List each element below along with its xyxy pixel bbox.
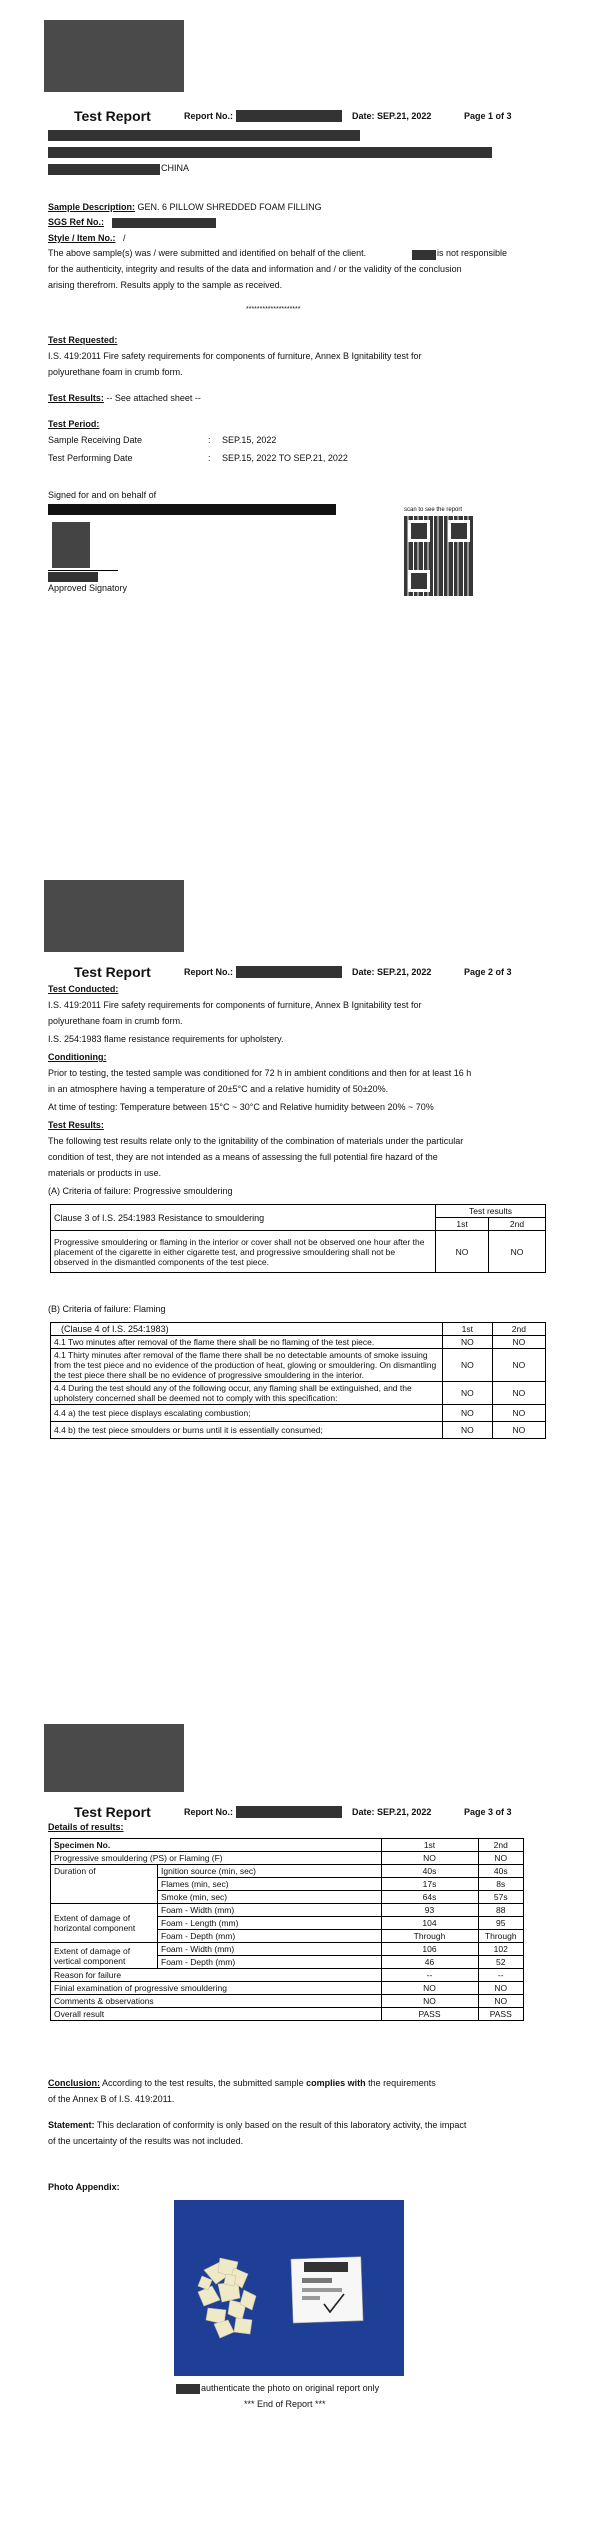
style-item-label: Style / Item No.: [48, 233, 116, 243]
qr-code-icon[interactable] [404, 516, 474, 596]
smouldering-criteria-text: Progressive smouldering or flaming in the interior or cover shall not be observed one hour after the placement of the cigarette in either cigarette test, and progressive smouldering shall not be observed in the dismantled components of the test piece. [51, 1231, 436, 1273]
style-item [48, 231, 126, 246]
lab-name-redacted [176, 2384, 200, 2394]
signature-redacted [52, 522, 90, 568]
client-name-redacted [48, 130, 360, 141]
vertical-label: Extent of damage of vertical component [51, 1943, 158, 1969]
end-of-report: *** End of Report *** [244, 2399, 326, 2409]
duration-label: Duration of [51, 1865, 158, 1904]
report-header [44, 108, 540, 124]
sgs-ref [48, 215, 104, 230]
smoke-1st: 64s [381, 1891, 478, 1904]
clause-3-header: Clause 3 of I.S. 254:1983 Resistance to smouldering [51, 1205, 436, 1231]
vert-width-1st: 106 [381, 1943, 478, 1956]
comments-label: Comments & observations [51, 1995, 382, 2008]
report-no-redacted [236, 966, 342, 978]
reason-1st: -- [381, 1969, 478, 1982]
test-results-label: Test Results: [48, 393, 104, 403]
criteria-b: (B) Criteria of failure: Flaming [48, 1304, 166, 1314]
flaming-row-text: 4.4 During the test should any of the following occur, any flaming shall be extinguished, and the upholstery concerned shall be deemed not to comply with this specification: [51, 1382, 443, 1405]
foam-length-2nd: 95 [478, 1917, 524, 1930]
overall-label: Overall result [51, 2008, 382, 2021]
test-requested-line-1: I.S. 419:2011 Fire safety requirements for components of furniture, Annex B Ignitability test for [48, 351, 422, 361]
ignition-1st: 40s [381, 1865, 478, 1878]
company-name-redacted [48, 504, 336, 515]
test-results-line-1: The following test results relate only to the ignitability of the combination of materials under the particular [48, 1136, 464, 1146]
vert-depth-label: Foam - Depth (mm) [158, 1956, 382, 1969]
page-number: Page 1 of 3 [464, 111, 512, 121]
table-flaming [50, 1322, 546, 1439]
foam-width-1st: 93 [381, 1904, 478, 1917]
flaming-row-text: 4.4 a) the test piece displays escalating combustion; [51, 1405, 443, 1422]
specimen-header: Specimen No. [51, 1839, 382, 1852]
conclusion-text-1: According to the test results, the submitted sample [102, 2078, 304, 2088]
result-1st: NO [443, 1336, 493, 1349]
result-2nd: NO [492, 1405, 545, 1422]
test-results-line-2: condition of test, they are not intended as a means of assessing the full potential fire hazard of the [48, 1152, 438, 1162]
table-details [50, 1838, 524, 2021]
signature-line [48, 570, 118, 571]
separator-stars: ******************** [246, 306, 301, 313]
test-conducted-line-2: polyurethane foam in crumb form. [48, 1016, 183, 1026]
conditioning-line-3: At time of testing: Temperature between 15°C ~ 30°C and Relative humidity between 20% ~ 70% [48, 1102, 434, 1112]
reason-label: Reason for failure [51, 1969, 382, 1982]
report-date: Date: SEP.21, 2022 [352, 1807, 432, 1817]
result-1st: NO [443, 1349, 493, 1382]
page-number: Page 2 of 3 [464, 967, 512, 977]
vert-depth-1st: 46 [381, 1956, 478, 1969]
result-1st: NO [436, 1231, 489, 1273]
scan-label: scan to see the report [404, 507, 463, 513]
test-conducted-label: Test Conducted: [48, 984, 119, 994]
overall-2nd: PASS [478, 2008, 524, 2021]
conclusion-line-2: of the Annex B of I.S. 419:2011. [48, 2094, 175, 2104]
statement-label: Statement: [48, 2120, 95, 2130]
col-2nd: 2nd [478, 1839, 524, 1852]
report-no-label: Report No.: [184, 967, 233, 977]
result-2nd: NO [492, 1349, 545, 1382]
table-smouldering [50, 1204, 546, 1273]
style-item-value: / [123, 233, 126, 243]
flaming-row-text: 4.1 Thirty minutes after removal of the flame there shall be no detectable amounts of smoke issuing from the test piece and no evidence of the production of heat, glowing or smouldering. On dismantling the test piece there shall be no evidence of progressive smouldering in the interior. [51, 1349, 443, 1382]
page-number: Page 3 of 3 [464, 1807, 512, 1817]
disclaimer-line-1b: is not responsible [437, 248, 508, 258]
receiving-date-value: SEP.15, 2022 [222, 435, 277, 445]
report-title: Test Report [74, 1804, 151, 1820]
smoke-2nd: 57s [478, 1891, 524, 1904]
conclusion-bold: complies with [306, 2078, 366, 2088]
conditioning-line-1: Prior to testing, the tested sample was conditioned for 72 h in ambient conditions and then for at least 16 h [48, 1068, 472, 1078]
client-address-redacted [48, 147, 492, 158]
company-logo [44, 20, 184, 92]
disclaimer-line-1 [48, 246, 366, 261]
col-2nd: 2nd [492, 1323, 545, 1336]
report-date: Date: SEP.21, 2022 [352, 111, 432, 121]
result-1st: NO [443, 1382, 493, 1405]
report-date: Date: SEP.21, 2022 [352, 967, 432, 977]
report-no-label: Report No.: [184, 111, 233, 121]
comments-1st: NO [381, 1995, 478, 2008]
test-conducted-line-3: I.S. 254:1983 flame resistance requirements for upholstery. [48, 1034, 284, 1044]
criteria-a: (A) Criteria of failure: Progressive smouldering [48, 1186, 233, 1196]
receiving-date-colon: : [208, 435, 211, 445]
sgs-ref-redacted [112, 218, 216, 228]
ignition-2nd: 40s [478, 1865, 524, 1878]
flames-label: Flames (min, sec) [158, 1878, 382, 1891]
report-title: Test Report [74, 964, 151, 980]
company-logo [44, 880, 184, 952]
col-2nd: 2nd [489, 1218, 546, 1231]
result-2nd: NO [489, 1231, 546, 1273]
result-2nd: NO [492, 1422, 545, 1439]
vert-width-2nd: 102 [478, 1943, 524, 1956]
test-results-header: Test results [436, 1205, 546, 1218]
statement-text-1: This declaration of conformity is only based on the result of this laboratory activity, the impact [96, 2120, 467, 2130]
final-exam-label: Finial examination of progressive smouldering [51, 1982, 382, 1995]
disclaimer-line-3: arising therefrom. Results apply to the sample as received. [48, 280, 283, 290]
statement-line-2: of the uncertainty of the results was not included. [48, 2136, 244, 2146]
disclaimer-text-1: The above sample(s) was / were submitted and identified on behalf of the client. [48, 248, 367, 258]
col-1st: 1st [436, 1218, 489, 1231]
test-requested-line-2: polyurethane foam in crumb form. [48, 367, 183, 377]
test-period-label: Test Period: [48, 419, 100, 429]
sgs-ref-label: SGS Ref No.: [48, 217, 105, 227]
test-requested-label: Test Requested: [48, 335, 118, 345]
vert-depth-2nd: 52 [478, 1956, 524, 1969]
clause-4-header: (Clause 4 of I.S. 254:1983) [51, 1323, 443, 1336]
conditioning-label: Conditioning: [48, 1052, 107, 1062]
sample-photo-drawing [174, 2200, 404, 2376]
reason-2nd: -- [478, 1969, 524, 1982]
receiving-date-label: Sample Receiving Date [48, 435, 143, 445]
performing-date-label: Test Performing Date [48, 453, 133, 463]
approved-signatory: Approved Signatory [48, 583, 128, 593]
sample-photo [174, 2200, 404, 2376]
page-2 [0, 860, 600, 1720]
lab-name-redacted [412, 250, 436, 260]
performing-date-colon: : [208, 453, 211, 463]
performing-date-value: SEP.15, 2022 TO SEP.21, 2022 [222, 453, 348, 463]
report-no-redacted [236, 110, 342, 122]
conclusion-text-2: the requirements [368, 2078, 436, 2088]
foam-length-label: Foam - Length (mm) [158, 1917, 382, 1930]
conclusion-label: Conclusion: [48, 2078, 100, 2088]
test-results-label: Test Results: [48, 1120, 104, 1130]
smoke-label: Smoke (min, sec) [158, 1891, 382, 1904]
result-2nd: NO [492, 1382, 545, 1405]
photo-caption: authenticate the photo on original report only [201, 2383, 380, 2393]
conditioning-line-2: in an atmosphere having a temperature of 20±5°C and a relative humidity of 50±20%. [48, 1084, 389, 1094]
statement [48, 2118, 466, 2133]
ps-label: Progressive smouldering (PS) or Flaming (F) [51, 1852, 382, 1865]
report-no-redacted [236, 1806, 342, 1818]
col-1st: 1st [381, 1839, 478, 1852]
overall-1st: PASS [381, 2008, 478, 2021]
client-city-redacted [48, 164, 160, 175]
client-country: CHINA [161, 163, 190, 173]
company-logo [44, 1724, 184, 1792]
result-1st: NO [443, 1405, 493, 1422]
result-1st: NO [443, 1422, 493, 1439]
col-1st: 1st [443, 1323, 493, 1336]
final-exam-2nd: NO [478, 1982, 524, 1995]
ps-1st: NO [381, 1852, 478, 1865]
horizontal-label: Extent of damage of horizontal component [51, 1904, 158, 1943]
result-2nd: NO [492, 1336, 545, 1349]
details-label: Details of results: [48, 1822, 124, 1832]
test-conducted-line-1: I.S. 419:2011 Fire safety requirements for components of furniture, Annex B Ignitability test for [48, 1000, 422, 1010]
foam-depth-2nd: Through [478, 1930, 524, 1943]
photo-appendix-label: Photo Appendix: [48, 2182, 120, 2192]
report-header [44, 964, 540, 980]
ignition-label: Ignition source (min, sec) [158, 1865, 382, 1878]
sample-description [48, 200, 322, 215]
comments-2nd: NO [478, 1995, 524, 2008]
test-results-value: -- See attached sheet -- [106, 393, 201, 403]
report-title: Test Report [74, 108, 151, 124]
flames-2nd: 8s [478, 1878, 524, 1891]
flames-1st: 17s [381, 1878, 478, 1891]
ps-2nd: NO [478, 1852, 524, 1865]
sample-description-label: Sample Description: [48, 202, 136, 212]
disclaimer-line-2: for the authenticity, integrity and results of the data and information and / or the validity of the conclusion [48, 264, 462, 274]
conclusion [48, 2076, 436, 2091]
flaming-row-text: 4.1 Two minutes after removal of the flame there shall be no flaming of the test piece. [51, 1336, 443, 1349]
flaming-row-text: 4.4 b) the test piece smoulders or burns until it is essentially consumed; [51, 1422, 443, 1439]
final-exam-1st: NO [381, 1982, 478, 1995]
page-1 [0, 0, 600, 860]
page-3 [0, 1720, 600, 2544]
foam-depth-1st: Through [381, 1930, 478, 1943]
report-no-label: Report No.: [184, 1807, 233, 1817]
foam-depth-label: Foam - Depth (mm) [158, 1930, 382, 1943]
vert-width-label: Foam - Width (mm) [158, 1943, 382, 1956]
foam-width-2nd: 88 [478, 1904, 524, 1917]
report-header [44, 1804, 540, 1820]
foam-length-1st: 104 [381, 1917, 478, 1930]
foam-width-label: Foam - Width (mm) [158, 1904, 382, 1917]
signed-on-behalf: Signed for and on behalf of [48, 490, 157, 500]
test-results-line-3: materials or products in use. [48, 1168, 162, 1178]
test-results [48, 391, 201, 406]
sample-description-value: GEN. 6 PILLOW SHREDDED FOAM FILLING [137, 202, 322, 212]
